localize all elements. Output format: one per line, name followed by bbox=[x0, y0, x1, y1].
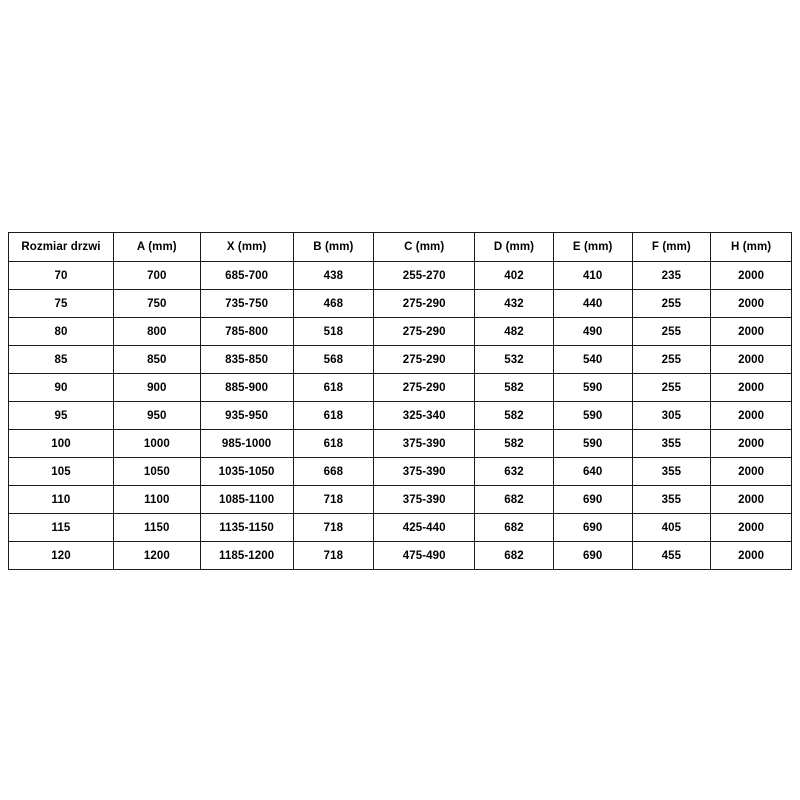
table-header bbox=[9, 233, 792, 262]
cell-h: 2000 bbox=[711, 486, 792, 514]
cell-h: 2000 bbox=[711, 402, 792, 430]
cell-b: 618 bbox=[293, 430, 374, 458]
column-header-b: B (mm) bbox=[293, 233, 374, 262]
cell-b: 668 bbox=[293, 458, 374, 486]
cell-door-size: 85 bbox=[9, 346, 114, 374]
column-header-e: E (mm) bbox=[553, 233, 632, 262]
cell-b: 618 bbox=[293, 402, 374, 430]
cell-c: 375-390 bbox=[374, 458, 475, 486]
cell-d: 582 bbox=[475, 374, 554, 402]
cell-a: 1150 bbox=[113, 514, 200, 542]
cell-x: 685-700 bbox=[200, 262, 293, 290]
cell-f: 405 bbox=[632, 514, 711, 542]
cell-f: 355 bbox=[632, 486, 711, 514]
column-header-d: D (mm) bbox=[475, 233, 554, 262]
cell-f: 235 bbox=[632, 262, 711, 290]
cell-x: 935-950 bbox=[200, 402, 293, 430]
cell-b: 518 bbox=[293, 318, 374, 346]
cell-d: 632 bbox=[475, 458, 554, 486]
cell-f: 305 bbox=[632, 402, 711, 430]
cell-door-size: 100 bbox=[9, 430, 114, 458]
cell-e: 690 bbox=[553, 514, 632, 542]
cell-x: 885-900 bbox=[200, 374, 293, 402]
table-header-row bbox=[9, 233, 792, 262]
specification-table-container bbox=[8, 232, 792, 570]
cell-b: 468 bbox=[293, 290, 374, 318]
cell-a: 900 bbox=[113, 374, 200, 402]
cell-x: 1185-1200 bbox=[200, 542, 293, 570]
table-row bbox=[9, 262, 792, 290]
cell-e: 590 bbox=[553, 402, 632, 430]
cell-c: 275-290 bbox=[374, 374, 475, 402]
table-row bbox=[9, 514, 792, 542]
cell-a: 800 bbox=[113, 318, 200, 346]
cell-a: 700 bbox=[113, 262, 200, 290]
cell-a: 1200 bbox=[113, 542, 200, 570]
cell-f: 255 bbox=[632, 374, 711, 402]
cell-x: 1135-1150 bbox=[200, 514, 293, 542]
cell-f: 255 bbox=[632, 290, 711, 318]
cell-e: 690 bbox=[553, 542, 632, 570]
cell-x: 735-750 bbox=[200, 290, 293, 318]
cell-a: 1050 bbox=[113, 458, 200, 486]
cell-x: 1085-1100 bbox=[200, 486, 293, 514]
cell-a: 750 bbox=[113, 290, 200, 318]
cell-x: 835-850 bbox=[200, 346, 293, 374]
column-header-x: X (mm) bbox=[200, 233, 293, 262]
table-body bbox=[9, 262, 792, 570]
cell-c: 425-440 bbox=[374, 514, 475, 542]
cell-c: 275-290 bbox=[374, 346, 475, 374]
cell-c: 375-390 bbox=[374, 430, 475, 458]
cell-door-size: 115 bbox=[9, 514, 114, 542]
table-row bbox=[9, 486, 792, 514]
cell-f: 355 bbox=[632, 430, 711, 458]
cell-c: 255-270 bbox=[374, 262, 475, 290]
table-row bbox=[9, 346, 792, 374]
cell-d: 682 bbox=[475, 486, 554, 514]
cell-f: 355 bbox=[632, 458, 711, 486]
table-row bbox=[9, 402, 792, 430]
cell-b: 618 bbox=[293, 374, 374, 402]
table-row bbox=[9, 318, 792, 346]
cell-e: 540 bbox=[553, 346, 632, 374]
cell-a: 1000 bbox=[113, 430, 200, 458]
cell-h: 2000 bbox=[711, 458, 792, 486]
cell-door-size: 90 bbox=[9, 374, 114, 402]
cell-d: 482 bbox=[475, 318, 554, 346]
specification-table bbox=[8, 232, 792, 570]
column-header-door-size: Rozmiar drzwi bbox=[9, 233, 114, 262]
cell-a: 950 bbox=[113, 402, 200, 430]
cell-x: 785-800 bbox=[200, 318, 293, 346]
cell-c: 475-490 bbox=[374, 542, 475, 570]
table-row bbox=[9, 290, 792, 318]
cell-h: 2000 bbox=[711, 374, 792, 402]
cell-d: 432 bbox=[475, 290, 554, 318]
cell-f: 255 bbox=[632, 318, 711, 346]
cell-door-size: 105 bbox=[9, 458, 114, 486]
cell-d: 402 bbox=[475, 262, 554, 290]
cell-f: 455 bbox=[632, 542, 711, 570]
cell-d: 682 bbox=[475, 542, 554, 570]
cell-e: 590 bbox=[553, 374, 632, 402]
cell-b: 718 bbox=[293, 542, 374, 570]
cell-door-size: 120 bbox=[9, 542, 114, 570]
cell-b: 568 bbox=[293, 346, 374, 374]
cell-a: 1100 bbox=[113, 486, 200, 514]
cell-a: 850 bbox=[113, 346, 200, 374]
cell-h: 2000 bbox=[711, 262, 792, 290]
cell-e: 440 bbox=[553, 290, 632, 318]
column-header-h: H (mm) bbox=[711, 233, 792, 262]
table-row bbox=[9, 458, 792, 486]
cell-e: 640 bbox=[553, 458, 632, 486]
cell-c: 275-290 bbox=[374, 290, 475, 318]
cell-b: 438 bbox=[293, 262, 374, 290]
table-row bbox=[9, 374, 792, 402]
cell-h: 2000 bbox=[711, 430, 792, 458]
cell-d: 682 bbox=[475, 514, 554, 542]
column-header-c: C (mm) bbox=[374, 233, 475, 262]
cell-d: 532 bbox=[475, 346, 554, 374]
cell-h: 2000 bbox=[711, 290, 792, 318]
cell-d: 582 bbox=[475, 430, 554, 458]
cell-h: 2000 bbox=[711, 318, 792, 346]
cell-h: 2000 bbox=[711, 514, 792, 542]
column-header-f: F (mm) bbox=[632, 233, 711, 262]
cell-b: 718 bbox=[293, 486, 374, 514]
cell-door-size: 80 bbox=[9, 318, 114, 346]
cell-e: 590 bbox=[553, 430, 632, 458]
cell-door-size: 110 bbox=[9, 486, 114, 514]
table-row bbox=[9, 430, 792, 458]
cell-x: 985-1000 bbox=[200, 430, 293, 458]
cell-door-size: 70 bbox=[9, 262, 114, 290]
cell-e: 690 bbox=[553, 486, 632, 514]
cell-c: 375-390 bbox=[374, 486, 475, 514]
cell-d: 582 bbox=[475, 402, 554, 430]
cell-e: 410 bbox=[553, 262, 632, 290]
cell-h: 2000 bbox=[711, 542, 792, 570]
cell-door-size: 95 bbox=[9, 402, 114, 430]
cell-b: 718 bbox=[293, 514, 374, 542]
cell-x: 1035-1050 bbox=[200, 458, 293, 486]
cell-f: 255 bbox=[632, 346, 711, 374]
cell-door-size: 75 bbox=[9, 290, 114, 318]
table-row bbox=[9, 542, 792, 570]
column-header-a: A (mm) bbox=[113, 233, 200, 262]
cell-h: 2000 bbox=[711, 346, 792, 374]
cell-c: 325-340 bbox=[374, 402, 475, 430]
cell-e: 490 bbox=[553, 318, 632, 346]
cell-c: 275-290 bbox=[374, 318, 475, 346]
